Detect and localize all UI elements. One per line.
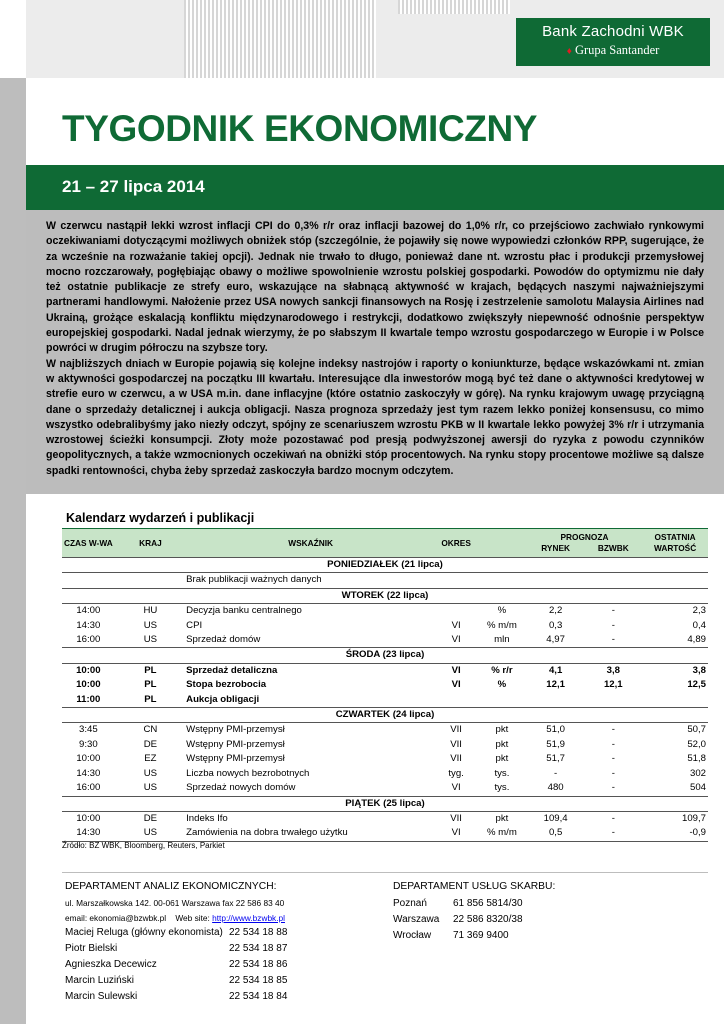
row-market: 480 [547,782,564,794]
page-title: TYGODNIK EKONOMICZNY [62,108,538,149]
row-period: VI [451,619,461,631]
email-text: email: ekonomia@bzwbk.pl [65,913,167,923]
row-market: 0,5 [527,826,585,841]
row-time: 14:00 [76,605,101,617]
decorative-stripes-small [398,0,510,14]
branch-entry [393,928,593,944]
row-country: CN [143,724,158,736]
decorative-stripes [184,0,376,78]
row-market: 12,1 [546,679,565,691]
summary-paragraph-2: W najbliższych dniach w Europie pojawią się kolejne indeksy nastrojów i raporty o koniunkturze, będące wskazówkami nt. zmian w aktywności gospodarczej na początku III kwartału. Interesujące dla inwestorów mogą być też dane o aktywności kredytowej w strefie euro w czerwcu, a w USA m.in. dane inflacyjne (które ostatnio zaskoczyły w górę). Na rynku krajowym uwagę przyciągną dane o sprzedaży detalicznej i aukcja obligacji. Nasza prognoza sprzedaży jest tym razem lekko poniżej konsensusu, co mimo wszystko odebralibyśmy jako niezły odczyt, spójny ze scenariuszem wzrostu PKB w II kwartale lekko powyżej 3% r/r i utrzymania wzrostowej ścieżki konsumpcji. Złoty może pozostawać pod presją podwyższonej awersji do ryzyka z powodu czynników geopolitycznych, a także wzmocnionych oczekiwań na obniżki stóp procentowych. Na rynku stopy procentowe możliwe są dalsze spadki rentowności, chyba żeby sprzedaż zaskoczyła bardzo mocnym odczytem. [46,357,704,477]
summary-paragraph-1: W czerwcu nastąpił lekki wzrost inflacji CPI do 0,3% r/r oraz inflacji bazowej do 1,0% r/r, co przejściowo zachwiało rynkowymi oczekiwaniami dotyczącymi możliwych obniżek stóp (szczególnie, że pojawiły się nowe wypowiedzi członków RPP, sugerujące, że za wcześnie na rozważanie takiej opcji). Jednak nie trwało to długo, ponieważ dane nt. wzrostu płac i produkcji przemysłowej mocno rozczarowały, pogłębiając obawy o możliwe spowolnienie wzrostu polskiej gospodarki. Powodów do optymizmu nie dały też ostatnie publikacje ze strefy euro, wskazujące na słabnącą aktywność w krajach, będących naszymi najważniejszymi partnerami handlowymi. Nałożenie przez USA nowych sankcji finansowych na Rosję i zestrzelenie samolotu Malaysia Airlines nad Ukrainą, grożące eskalacją konfliktu międzynarodowego i restrykcji, dodatkowo zwiększyły niepewność odnośnie perspektyw europejskiej gospodarki. Nadal jednak wierzymy, że po słabszym II kwartale tempo wzrostu gospodarczego w Europie i w Polsce powróci w drugim półroczu na szybsze tory. [46,220,704,355]
row-country: US [143,619,158,631]
row-last: 0,4 [692,619,706,631]
bank-logo [516,18,710,66]
person-name: Marcin Sulewski [65,991,138,1002]
row-period [435,604,477,619]
row-indicator: Liczba nowych bezrobotnych [186,767,310,779]
row-period [435,693,477,708]
row-last [642,693,708,708]
row-time: 14:30 [76,619,101,631]
row-unit: % r/r [491,664,513,676]
row-time [62,573,115,588]
row-time: 10:00 [76,753,101,765]
row-unit: % [497,679,507,691]
person-name: Piotr Bielski [65,943,118,954]
row-last: 302 [689,767,706,779]
row-last: 2,3 [692,605,706,617]
row-indicator: Indeks Ifo [186,812,228,824]
row-indicator: Stopa bezrobocia [186,679,267,691]
header-unit [477,529,527,558]
person-phone: 22 534 18 86 [229,959,288,970]
row-country: DE [143,812,158,824]
table-row [62,573,708,588]
row-indicator: Wstępny PMI-przemysł [186,738,285,750]
row-time: 14:30 [76,767,101,779]
row-time: 14:30 [62,826,115,841]
row-last: 504 [689,782,706,794]
row-period: VII [450,812,462,824]
row-market [527,573,585,588]
row-unit: % m/m [486,619,517,631]
row-indicator: Aukcja obligacji [186,693,260,705]
row-country: EZ [144,753,157,765]
header-time: CZAS W-WA [62,529,115,558]
row-bzwbk: - [611,812,615,824]
person-name: Maciej Reluga (główny ekonomista) [65,927,223,938]
table-row [62,738,708,752]
row-last: 51,8 [687,753,706,765]
row-period: tyg. [448,767,464,779]
left-sidebar-bar [0,78,26,1024]
row-market: 51,9 [546,738,565,750]
branch-city: Warszawa [393,914,440,925]
header-forecast: PROGNOZA [527,529,642,544]
row-unit: pkt [495,738,509,750]
table-row [62,693,708,708]
row-market: 0,3 [548,619,563,631]
row-bzwbk: - [611,724,615,736]
row-period: VI [451,782,461,794]
row-indicator: Decyzja banku centralnego [186,605,302,617]
group-name: Grupa Santander [574,43,660,57]
day-name: PIĄTEK (25 lipca) [62,796,708,811]
row-time: 11:00 [76,693,101,705]
table-row [62,752,708,766]
row-country: US [115,826,186,841]
row-unit: % m/m [477,826,527,841]
branch-city: Wrocław [393,930,432,941]
row-last: 50,7 [687,724,706,736]
row-indicator: Zamówienia na dobra trwałego użytku [186,826,435,841]
table-row [62,678,708,692]
branch-phone: 22 586 8320/38 [453,914,523,925]
row-market: 51,7 [546,753,565,765]
row-indicator: Sprzedaż nowych domów [186,782,296,794]
dept-address: ul. Marszałkowska 142. 00-061 Warszawa fax 22 586 83 40 [65,898,285,908]
summary-box [26,210,724,494]
row-indicator: Sprzedaż domów [186,634,261,646]
row-period: VI [451,634,461,646]
branch-entry [393,912,593,928]
table-row [62,619,708,633]
bank-name: Bank Zachodni WBK [542,23,684,40]
row-last: 52,0 [687,738,706,750]
row-country: PL [144,693,157,705]
row-bzwbk: - [611,753,615,765]
date-band [26,165,724,210]
dept-treasury-title: DEPARTAMENT USŁUG SKARBU: [393,881,556,892]
table-row [62,811,708,826]
row-unit: pkt [495,753,509,765]
row-period: VI [451,679,461,691]
branch-phone: 61 856 5814/30 [453,898,523,909]
web-label: Web site: [175,913,210,923]
row-country: US [143,634,158,646]
row-bzwbk: 3,8 [606,664,620,676]
person-name: Marcin Luziński [65,975,134,986]
row-country: PL [144,679,157,691]
row-market: 109,4 [543,812,568,824]
row-bzwbk: - [584,826,642,841]
table-row [62,723,708,738]
row-indicator: Sprzedaż detaliczna [186,664,278,676]
table-row [62,604,708,619]
row-bzwbk: - [611,605,615,617]
row-unit: tys. [494,767,510,779]
contact-line [65,913,285,923]
header-last-value: OSTATNIA WARTOŚĆ [642,529,708,558]
row-bzwbk [584,573,642,588]
row-period: VI [435,826,477,841]
row-bzwbk: - [611,634,615,646]
website-link[interactable]: http://www.bzwbk.pl [212,913,285,923]
header-bzwbk: BZWBK [584,543,642,558]
calendar-body [62,558,708,842]
dept-analysis-title: DEPARTAMENT ANALIZ EKONOMICZNYCH: [65,881,277,892]
treasury-branches [393,896,593,944]
row-last: 109,7 [681,812,706,824]
person-entry [65,941,325,957]
row-market [527,693,585,708]
row-period [435,573,477,588]
person-name: Agnieszka Decewicz [65,959,157,970]
person-entry [65,925,325,941]
day-name: WTOREK (22 lipca) [62,588,708,603]
table-row [62,767,708,781]
row-indicator: Wstępny PMI-przemysł [186,753,285,765]
header-country: KRAJ [115,529,186,558]
row-time: 9:30 [79,738,98,750]
row-time: 3:45 [79,724,98,736]
row-bzwbk: 12,1 [603,679,623,691]
person-phone: 22 534 18 87 [229,943,288,954]
row-market: 2,2 [548,605,563,617]
header-period: OKRES [435,529,477,558]
row-country: US [143,767,158,779]
row-unit: pkt [495,812,509,824]
row-unit [477,693,527,708]
row-bzwbk: - [611,767,615,779]
row-unit: % [497,605,507,617]
calendar-title: Kalendarz wydarzeń i publikacji [66,511,255,525]
source-note: Źródło: BZ WBK, Bloomberg, Reuters, Parkiet [62,841,225,850]
row-period: VI [451,664,461,676]
table-row [62,826,708,841]
row-bzwbk: - [611,619,615,631]
day-name: ŚRODA (23 lipca) [62,648,708,663]
calendar-table [62,528,708,842]
flame-icon: ♦ [566,46,572,57]
date-range: 21 – 27 lipca 2014 [62,177,205,196]
branch-city: Poznań [393,898,427,909]
row-time: 16:00 [76,782,101,794]
person-phone: 22 534 18 85 [229,975,288,986]
day-name: CZWARTEK (24 lipca) [62,708,708,723]
row-unit: tys. [494,782,510,794]
row-bzwbk [584,693,642,708]
row-bzwbk: - [611,738,615,750]
row-country: PL [144,664,157,676]
row-last: 3,8 [692,664,706,676]
day-header-row [62,648,708,663]
row-country [115,573,186,588]
row-last [642,573,708,588]
table-row [62,781,708,796]
day-header-row [62,708,708,723]
branch-entry [393,896,593,912]
row-country: DE [143,738,158,750]
person-entry [65,973,325,989]
day-header-row [62,558,708,573]
row-unit: pkt [495,724,509,736]
group-name-line [516,43,710,58]
day-header-row [62,588,708,603]
row-period: VII [450,724,462,736]
day-name: PONIEDZIAŁEK (21 lipca) [62,558,708,573]
person-entry [65,989,325,1005]
row-indicator: CPI [186,619,203,631]
calendar-header [62,529,708,558]
row-indicator: Brak publikacji ważnych danych [186,574,322,586]
person-entry [65,957,325,973]
row-market: 4,97 [546,634,565,646]
header-market: RYNEK [527,543,585,558]
row-country: US [143,782,158,794]
row-market: 51,0 [546,724,565,736]
day-header-row [62,796,708,811]
person-phone: 22 534 18 88 [229,927,288,938]
row-last: 12,5 [687,679,706,691]
row-market: 4,1 [548,664,563,676]
branch-phone: 71 369 9400 [453,930,509,941]
row-time: 16:00 [76,634,101,646]
row-bzwbk: - [611,782,615,794]
row-last: -0,9 [642,826,708,841]
row-market: - [554,767,558,779]
table-row [62,663,708,678]
row-country: HU [143,605,158,617]
person-phone: 22 534 18 84 [229,991,288,1002]
row-indicator: Wstępny PMI-przemysł [186,724,285,736]
row-last: 4,89 [687,634,706,646]
header-indicator: WSKAŹNIK [186,529,435,558]
table-row [62,633,708,648]
row-time: 10:00 [76,664,101,676]
row-unit: mln [494,634,510,646]
row-time: 10:00 [76,679,101,691]
economists-list [65,925,325,1005]
row-period: VII [450,753,462,765]
footer-divider [62,872,708,873]
row-period: VII [450,738,462,750]
row-unit [477,573,527,588]
row-time: 10:00 [76,812,101,824]
